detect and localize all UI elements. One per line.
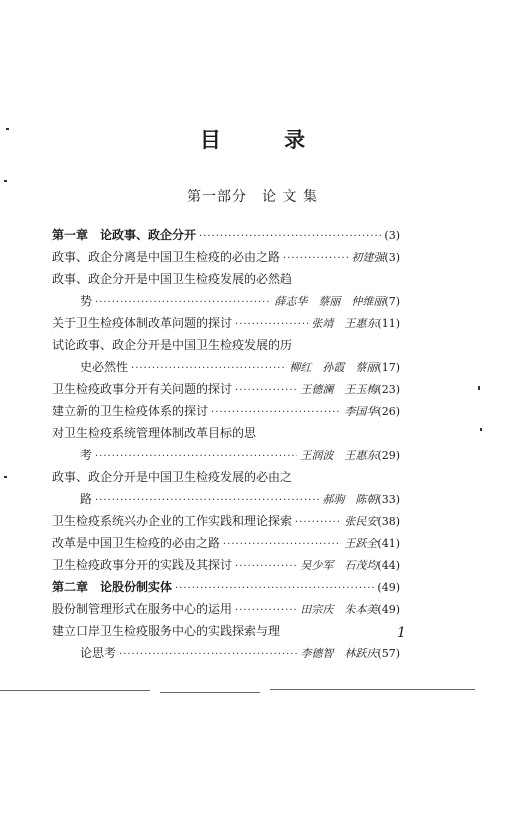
toc-entry (52, 334, 400, 356)
toc-entry-authors: 李国华 (344, 405, 378, 418)
table-of-contents (52, 224, 400, 664)
toc-entry-authors: 柳红 孙霞 蔡丽 (289, 361, 378, 374)
page-title: 目 录 (199, 127, 334, 152)
toc-entry-page: (3) (384, 251, 400, 264)
toc-entry-page: (49) (377, 603, 400, 616)
toc-entry-title: 建立新的卫生检疫体系的探讨 (52, 404, 209, 418)
bottom-rule-middle (160, 692, 260, 693)
toc-leader-dots (235, 380, 297, 400)
toc-entry-title: 第一章 论政事、政企分开 (52, 228, 197, 242)
toc-entry-page: (49) (377, 581, 400, 594)
toc-entry-authors: 吴少军 石茂均 (300, 559, 378, 572)
toc-entry-title: 政事、政企分开是中国卫生检疫发展的必由之 (52, 470, 293, 484)
toc-entry-page: (44) (377, 559, 400, 572)
toc-entry-title: 试论政事、政企分开是中国卫生检疫发展的历 (52, 338, 293, 352)
toc-entry-authors: 张靖 王惠东 (311, 317, 378, 330)
toc-entry-title: 路 (80, 492, 93, 506)
toc-entry-title: 卫生检疫系统兴办企业的工作实践和理论探索 (52, 514, 293, 528)
bottom-rule-left (0, 690, 150, 691)
toc-chapter (52, 576, 400, 598)
toc-entry-page: (26) (377, 405, 400, 418)
toc-entry-title: 改革是中国卫生检疫的必由之路 (52, 536, 221, 550)
toc-entry-authors: 王跃全 (344, 537, 378, 550)
bottom-rule-right (270, 689, 475, 690)
toc-leader-dots (223, 534, 341, 554)
toc-entry (52, 312, 400, 334)
toc-entry-page: (33) (377, 493, 400, 506)
toc-entry (52, 642, 400, 664)
scan-mark (4, 476, 7, 478)
toc-entry-title: 卫生检疫政事分开的实践及其探讨 (52, 558, 233, 572)
scan-mark (480, 428, 482, 431)
toc-entry-title: 史必然性 (80, 360, 129, 374)
toc-entry (52, 378, 400, 400)
toc-leader-dots (283, 248, 348, 268)
toc-entry-authors: 郝驹 陈朝 (322, 493, 378, 506)
toc-chapter (52, 224, 400, 246)
toc-entry (52, 554, 400, 576)
toc-entry-authors: 初建强 (351, 251, 385, 264)
toc-entry-authors: 王德澜 王玉梅 (300, 383, 378, 396)
toc-entry-page: (7) (384, 295, 400, 308)
toc-entry-title: 势 (80, 294, 93, 308)
toc-entry-title: 第二章 论股份制实体 (52, 580, 173, 594)
toc-entry-title: 政事、政企分离是中国卫生检疫的必由之路 (52, 250, 281, 264)
toc-entry-title: 建立口岸卫生检疫服务中心的实践探索与理 (52, 624, 281, 638)
toc-entry (52, 422, 400, 444)
toc-entry (52, 488, 400, 510)
toc-entry-page: (17) (377, 361, 400, 374)
toc-entry-authors: 王润波 王惠东 (300, 449, 378, 462)
toc-leader-dots (235, 600, 297, 620)
toc-leader-dots (175, 578, 374, 598)
toc-entry (52, 268, 400, 290)
toc-entry (52, 400, 400, 422)
toc-entry-title: 卫生检疫政事分开有关问题的探讨 (52, 382, 233, 396)
toc-entry-page: (3) (384, 229, 400, 242)
toc-leader-dots (131, 358, 286, 378)
toc-entry (52, 510, 400, 532)
toc-leader-dots (119, 644, 297, 664)
toc-entry-title: 论思考 (80, 646, 117, 660)
toc-entry-authors: 薛志华 蔡丽 仲维丽 (274, 295, 385, 308)
toc-entry (52, 444, 400, 466)
page-number: 1 (397, 625, 406, 641)
toc-entry-page: (57) (377, 647, 400, 660)
toc-entry (52, 246, 400, 268)
toc-entry (52, 356, 400, 378)
toc-leader-dots (235, 556, 297, 576)
toc-leader-dots (295, 512, 341, 532)
toc-entry-authors: 李德智 林跃庆 (300, 647, 378, 660)
toc-leader-dots (95, 490, 319, 510)
toc-leader-dots (211, 402, 341, 422)
toc-entry-page: (23) (377, 383, 400, 396)
toc-leader-dots (95, 292, 271, 312)
toc-entry-title: 对卫生检疫系统管理体制改革目标的思 (52, 426, 257, 440)
toc-entry-authors: 田宗庆 朱本美 (300, 603, 378, 616)
scan-mark (6, 128, 9, 130)
toc-entry (52, 598, 400, 620)
toc-entry (52, 620, 400, 642)
toc-entry-page: (11) (377, 317, 400, 330)
toc-entry-title: 考 (80, 448, 93, 462)
toc-leader-dots (199, 226, 381, 246)
toc-entry-page: (41) (377, 537, 400, 550)
toc-entry-title: 政事、政企分开是中国卫生检疫发展的必然趋 (52, 272, 293, 286)
toc-entry (52, 532, 400, 554)
toc-entry-page: (38) (377, 515, 400, 528)
toc-entry-authors: 张民安 (344, 515, 378, 528)
part-title: 第一部分 论 文 集 (187, 189, 318, 205)
toc-entry (52, 290, 400, 312)
scan-mark (4, 180, 7, 182)
toc-entry (52, 466, 400, 488)
toc-entry-title: 关于卫生检疫体制改革问题的探讨 (52, 316, 233, 330)
toc-leader-dots (235, 314, 308, 334)
scan-mark (478, 386, 480, 390)
toc-entry-title: 股份制管理形式在服务中心的运用 (52, 602, 233, 616)
toc-leader-dots (95, 446, 297, 466)
toc-entry-page: (29) (377, 449, 400, 462)
